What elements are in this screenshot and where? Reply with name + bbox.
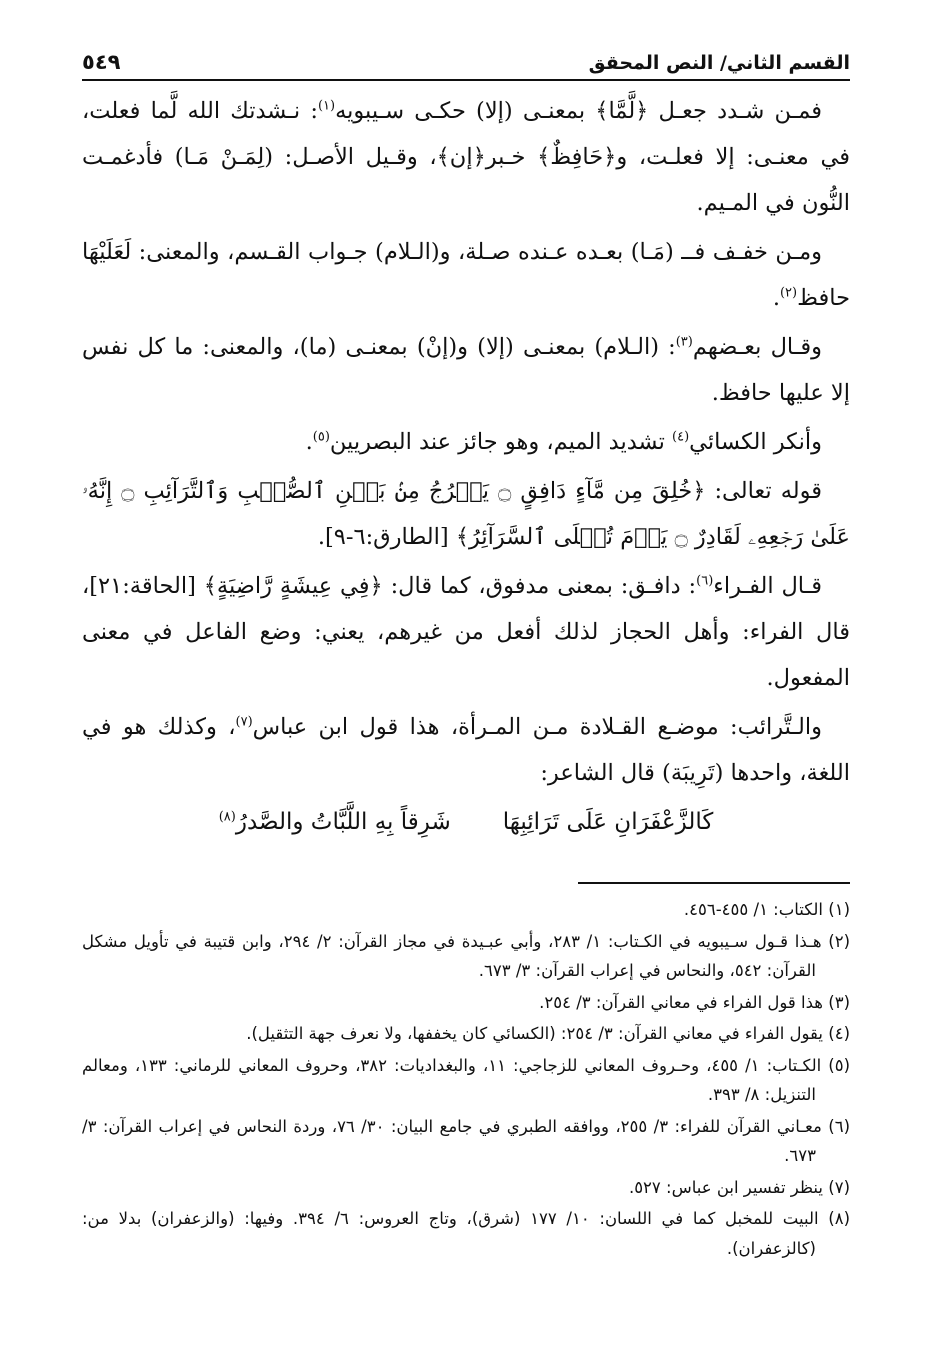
paragraph-text: والـتَّرائب: موضـع القـلادة مـن المـرأة، هذا قول ابن عباس [252, 714, 823, 740]
paragraph-4 [82, 419, 850, 465]
footnote-ref-8: (٨) [218, 809, 236, 825]
footnote-4: (٤) يقول الفراء في معاني القرآن: ٣/ ٢٥٤: (الكسائي كان يخففها، ولا نعرف جهة التثقيل). [246, 1024, 850, 1043]
paragraph-text: فمـن شـدد جعـل ﴿لَّمَّا﴾ بمعنـى (إلا) حكـى سـيبويه [335, 98, 822, 124]
paragraph-text: ، وكذلك هو في اللغة، واحدها (تَرِيبَة) قال الشاعر: [82, 714, 850, 786]
verse-hemistich-first: كَالزَّعْفَرَانِ عَلَى تَرَائِبِهَا [502, 809, 714, 835]
verse-hemistich-second [219, 799, 451, 845]
main-text [82, 88, 850, 845]
footnote-5: (٥) الكـتاب: ١/ ٤٥٥، وحـروف المعاني للزجاجي: ١١، والبغداديات: ٣٨٢، وحروف المعاني للرماني: ١٣٣، ومعالم التنزيل: ٨/ ٣٩٣. [82, 1055, 851, 1104]
paragraph-text: . [305, 429, 313, 455]
page-header [82, 28, 850, 80]
paragraph-text: قـال الفـراء [713, 573, 822, 599]
paragraph-3 [82, 324, 850, 416]
footnote-7: (٧) ينظر تفسير ابن عباس: ٥٢٧. [628, 1177, 850, 1197]
footnote-ref-6: (٦) [696, 573, 714, 589]
footnote-3: (٣) هذا قول الفراء في معاني القرآن: ٣/ ٢٥٤. [539, 992, 850, 1012]
paragraph-5-quran-verse: قوله تعالى: ﴿خُلِقَ مِن مَّآءٍ دَافِقٍ ۝ يَخۡرُجُ مِنۢ بَيۡنِ ٱلصُّلۡبِ وَٱلتَّرَآئِبِ ۝ إِنَّهُۥ عَلَىٰ رَجۡعِهِۦ لَقَادِرٌ ۝ يَوۡمَ تُبۡلَى ٱلسَّرَآئِرُ﴾ [الطارق:٦-٩]. [82, 478, 850, 550]
paragraph-1 [82, 88, 850, 226]
paragraph-text: : (الـلام) بمعنـى (إلا) و(إنْ) بمعنـى (ما)، والمعنى: ما كل نفس إلا عليها حافظ. [82, 334, 850, 406]
paragraph-text: تشديد الميم، وهو جائز عند البصريين [329, 429, 672, 455]
page-number: ٥٤٩ [82, 50, 121, 74]
footnote-ref-4: (٤) [672, 429, 690, 445]
footnote-2: (٢) هـذا قـول سـيبويه في الكـتاب: ١/ ٢٨٣، وأبي عبـيدة في مجاز القرآن: ٢/ ٢٩٤، وابن قتيبة في تأويل مشكل القرآن: ٥٤٢، والنحاس في إعراب القرآن: ٣/ ٦٧٣. [82, 931, 851, 980]
paragraph-text: وقـال بعـضهم [692, 334, 822, 360]
paragraph-text: : دافـق: بمعنى مدفوق، كما قال: ﴿فِي عِيشَةٍ رَّاضِيَةٍ﴾ [الحاقة:٢١]، قال الفراء: وأهل الحجاز لذلك أفعل من غيرهم، يعني: وضع الفاعل في معنى المفعول. [82, 573, 850, 691]
footnote-ref-5: (٥) [312, 429, 330, 445]
paragraph-7 [82, 704, 850, 796]
footnote-ref-2: (٢) [779, 285, 798, 301]
paragraph-6 [82, 563, 850, 701]
footnote-ref-3: (٣) [675, 334, 693, 350]
footnote-6: (٦) معـاني القرآن للفراء: ٣/ ٢٥٥، ووافقه الطبري في جامع البيان: ٣٠/ ٧٦، وردة النحاس في إعراب القرآن: ٣/ ٦٧٣. [82, 1116, 850, 1165]
footnote-ref-1: (١) [317, 98, 336, 114]
header-rule [82, 79, 850, 81]
paragraph-text: : نـشدتك الله لَّما فعلت، في معنـى: إلا فعلـت، و﴿حَافِظٌ﴾ خـبر﴿إن﴾، وقـيل الأصـل: (لِمَـنْ مَـا) فأدغمـت النُّون في المـيم. [82, 98, 850, 216]
footnote-8: (٨) البيت للمخبل كما في اللسان: ١٠/ ١٧٧ (شرق)، وتاج العروس: ٦/ ٣٩٤. وفيها: (والزعفران) بدلا من: (كالزعفران). [82, 1209, 851, 1258]
footnote-separator [578, 882, 850, 884]
paragraph-text: وأنكر الكسائي [689, 429, 822, 455]
paragraph-text: . [772, 285, 780, 311]
running-title: القسم الثاني/ النص المحقق [588, 52, 850, 74]
paragraph-2 [82, 229, 850, 321]
poetry-verse [82, 799, 850, 845]
footnote-1: (١) الكتاب: ١/ ٤٥٥-٤٥٦. [683, 900, 850, 919]
footnotes [82, 895, 850, 1265]
footnote-ref-7: (٧) [235, 714, 253, 730]
paragraph-text: ومـن خفـف فــ (مَـا) بعـده عـنده صـلة، و(الـلام) جـواب القـسم، والمعنى: لَعَلَيْهَا حافظ [82, 239, 850, 311]
verse-text: شَرِقاً بِهِ اللَّبَّاتُ والصَّدرُ [235, 809, 451, 835]
